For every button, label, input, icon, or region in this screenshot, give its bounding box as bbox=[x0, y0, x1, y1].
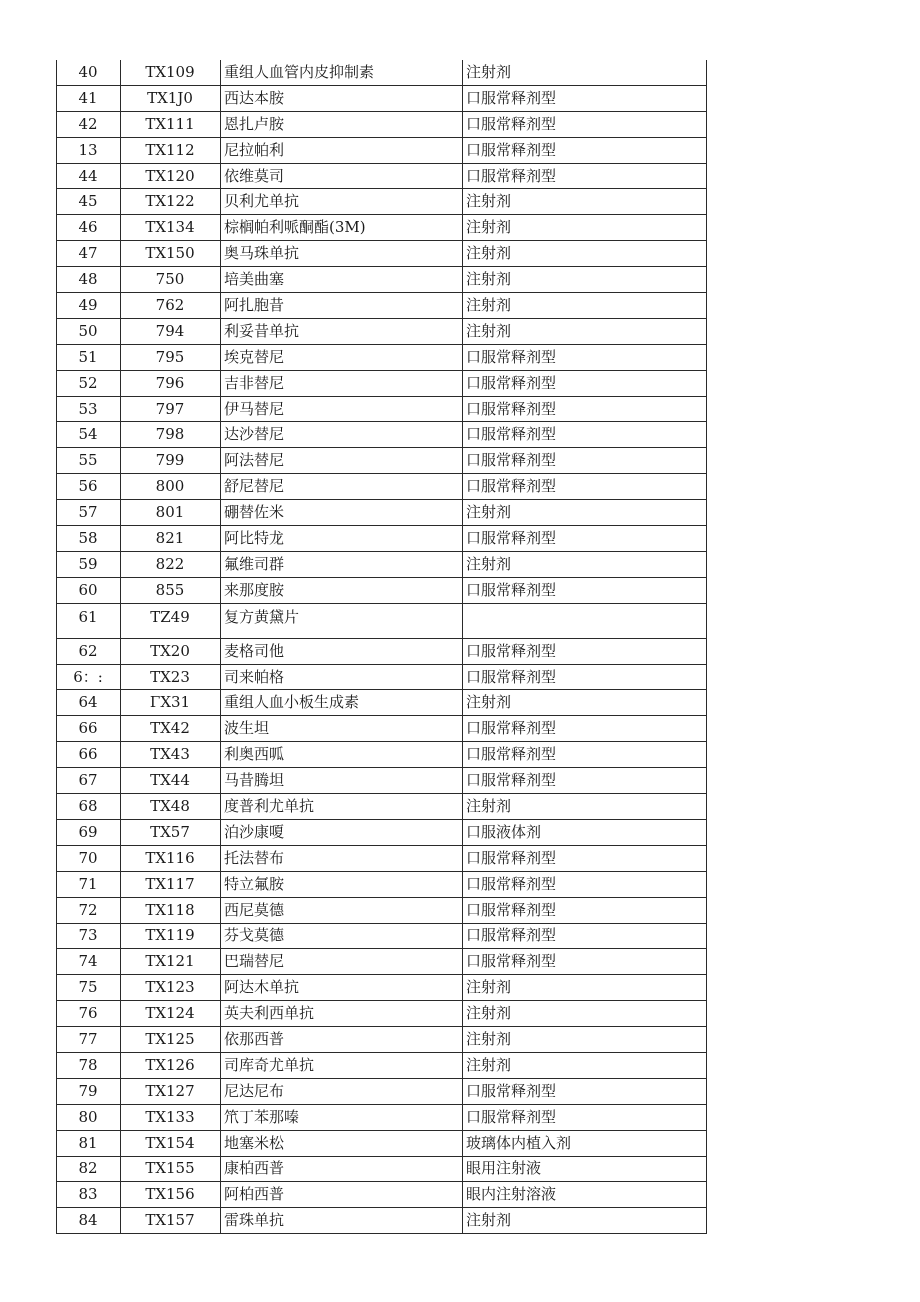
drug-name: 达沙替尼 bbox=[224, 425, 285, 444]
row-number: 72 bbox=[78, 900, 98, 919]
drug-name: 阿扎胞昔 bbox=[224, 295, 285, 314]
dosage-form: 口服常释剂型 bbox=[466, 373, 557, 392]
drug-name: 舒尼替尼 bbox=[224, 477, 285, 496]
dosage-form: 口服常释剂型 bbox=[466, 347, 557, 366]
drug-code: TX57 bbox=[150, 822, 190, 841]
drug-code: TX156 bbox=[145, 1185, 195, 1204]
row-number: 80 bbox=[78, 1107, 98, 1126]
drug-code: TX111 bbox=[145, 114, 195, 133]
dosage-form: 注射剂 bbox=[466, 270, 512, 289]
drug-code: TX122 bbox=[145, 192, 195, 211]
dosage-form: 口服常释剂型 bbox=[466, 425, 557, 444]
drug-code: TX20 bbox=[150, 641, 190, 660]
drug-code: TX155 bbox=[145, 1159, 195, 1178]
drug-name: 麦格司他 bbox=[224, 641, 285, 660]
table-row bbox=[56, 345, 707, 371]
drug-name: 尼达尼布 bbox=[224, 1081, 285, 1100]
drug-name: 泊沙康嗄 bbox=[224, 822, 285, 841]
dosage-form: 口服常释剂型 bbox=[466, 1081, 557, 1100]
drug-code: TX120 bbox=[145, 166, 195, 185]
table-row bbox=[56, 1053, 707, 1079]
dosage-form: 口服常释剂型 bbox=[466, 641, 557, 660]
dosage-form: 注射剂 bbox=[466, 218, 512, 237]
table-row bbox=[56, 1001, 707, 1027]
dosage-form: 口服常释剂型 bbox=[466, 745, 557, 764]
table-row bbox=[56, 86, 707, 112]
row-number: 60 bbox=[78, 580, 98, 599]
row-number: 74 bbox=[78, 952, 98, 971]
drug-code: 794 bbox=[155, 321, 185, 340]
row-number: 49 bbox=[78, 295, 98, 314]
dosage-form: 口服常释剂型 bbox=[466, 848, 557, 867]
table-row bbox=[56, 164, 707, 190]
table-row bbox=[56, 578, 707, 604]
drug-code: TX1J0 bbox=[147, 88, 193, 107]
drug-code: 822 bbox=[155, 554, 185, 573]
table-row bbox=[56, 768, 707, 794]
drug-code: TX23 bbox=[150, 667, 190, 686]
drug-code: TX48 bbox=[150, 796, 190, 815]
table-row bbox=[56, 665, 707, 691]
table-row bbox=[56, 526, 707, 552]
drug-code: TX117 bbox=[145, 874, 195, 893]
dosage-form: 注射剂 bbox=[466, 192, 512, 211]
drug-code: 795 bbox=[155, 347, 185, 366]
table-row bbox=[56, 846, 707, 872]
dosage-form: 眼内注射溶液 bbox=[466, 1185, 557, 1204]
drug-name: 司库奇尤单抗 bbox=[224, 1055, 315, 1074]
table-row bbox=[56, 949, 707, 975]
drug-name: 阿法替尼 bbox=[224, 451, 285, 470]
drug-code: 798 bbox=[155, 425, 185, 444]
dosage-form: 注射剂 bbox=[466, 295, 512, 314]
dosage-form: 口服常释剂型 bbox=[466, 140, 557, 159]
drug-code: TX109 bbox=[145, 62, 195, 81]
row-number: 50 bbox=[78, 321, 98, 340]
row-number: 78 bbox=[78, 1055, 98, 1074]
table-row bbox=[56, 60, 707, 86]
table-row bbox=[56, 1208, 707, 1234]
row-number: 81 bbox=[78, 1133, 98, 1152]
row-number: 54 bbox=[78, 425, 98, 444]
drug-name: 培美曲塞 bbox=[224, 270, 285, 289]
drug-code: 762 bbox=[155, 295, 185, 314]
dosage-form: 注射剂 bbox=[466, 796, 512, 815]
table-row bbox=[56, 500, 707, 526]
drug-name: 利妥昔单抗 bbox=[224, 321, 300, 340]
table-row bbox=[56, 924, 707, 950]
drug-code: 801 bbox=[155, 503, 185, 522]
dosage-form bbox=[466, 604, 706, 638]
table-row bbox=[56, 189, 707, 215]
drug-name: 重组人血小板生成素 bbox=[224, 693, 360, 712]
row-number: 41 bbox=[78, 88, 98, 107]
row-number: 82 bbox=[78, 1159, 98, 1178]
drug-name: 依维莫司 bbox=[224, 166, 285, 185]
table-row bbox=[56, 397, 707, 423]
dosage-form: 口服常释剂型 bbox=[466, 667, 557, 686]
table-row bbox=[56, 975, 707, 1001]
drug-code: TX118 bbox=[145, 900, 195, 919]
drug-name: 芬戈莫德 bbox=[224, 926, 285, 945]
dosage-form: 注射剂 bbox=[466, 693, 512, 712]
drug-code: TX123 bbox=[145, 978, 195, 997]
drug-name: 贝利尤单抗 bbox=[224, 192, 300, 211]
row-number: 13 bbox=[78, 140, 98, 159]
row-number: 69 bbox=[78, 822, 98, 841]
row-number: 58 bbox=[78, 528, 98, 547]
dosage-form: 注射剂 bbox=[466, 1055, 512, 1074]
row-number: 51 bbox=[78, 347, 98, 366]
table-row bbox=[56, 872, 707, 898]
row-number: 6：: bbox=[73, 667, 103, 686]
table-row bbox=[56, 1182, 707, 1208]
drug-name: 复方黄黛片 bbox=[224, 607, 300, 626]
dosage-form: 口服常释剂型 bbox=[466, 88, 557, 107]
drug-code: TX150 bbox=[145, 244, 195, 263]
drug-name: 依那西普 bbox=[224, 1030, 285, 1048]
dosage-form: 注射剂 bbox=[466, 244, 512, 263]
row-number: 56 bbox=[78, 477, 98, 496]
drug-code: TX42 bbox=[150, 719, 190, 738]
row-number: 75 bbox=[78, 978, 98, 997]
dosage-form: 眼用注射液 bbox=[466, 1159, 542, 1178]
table-row bbox=[56, 552, 707, 578]
drug-code: TX121 bbox=[145, 952, 195, 971]
dosage-form: 口服常释剂型 bbox=[466, 900, 557, 919]
drug-code: 750 bbox=[155, 270, 185, 289]
dosage-form: 口服常释剂型 bbox=[466, 580, 557, 599]
table-row bbox=[56, 820, 707, 846]
drug-name: 棕榈帕利哌酮酯(3M) bbox=[224, 218, 366, 237]
table-row bbox=[56, 474, 707, 500]
drug-name: 度普利尤单抗 bbox=[224, 796, 315, 815]
drug-name: 西达本胺 bbox=[224, 88, 285, 107]
row-number: 68 bbox=[78, 796, 98, 815]
row-number: 66 bbox=[78, 719, 98, 738]
drug-name: 恩扎卢胺 bbox=[224, 114, 285, 133]
drug-name: 伊马替尼 bbox=[224, 399, 285, 418]
drug-name: 地塞米松 bbox=[224, 1133, 285, 1152]
drug-name: 西尼莫德 bbox=[224, 900, 285, 919]
drug-code: 799 bbox=[155, 451, 185, 470]
dosage-form: 口服常释剂型 bbox=[466, 926, 557, 945]
table-row bbox=[56, 1079, 707, 1105]
dosage-form: 注射剂 bbox=[466, 1030, 512, 1048]
dosage-form: 口服常释剂型 bbox=[466, 166, 557, 185]
row-number: 73 bbox=[78, 926, 98, 945]
table-row bbox=[56, 112, 707, 138]
table-row bbox=[56, 639, 707, 665]
row-number: 57 bbox=[78, 503, 98, 522]
drug-name: 波生坦 bbox=[224, 719, 270, 738]
row-number: 42 bbox=[78, 114, 98, 133]
dosage-form: 注射剂 bbox=[466, 62, 512, 81]
row-number: 62 bbox=[78, 641, 98, 660]
drug-name: 巴瑞替尼 bbox=[224, 952, 285, 971]
drug-code: TX126 bbox=[145, 1055, 195, 1074]
dosage-form: 注射剂 bbox=[466, 503, 512, 522]
row-number: 64 bbox=[78, 693, 98, 712]
drug-name: 马昔腾坦 bbox=[224, 771, 285, 790]
row-number: 79 bbox=[78, 1081, 98, 1100]
dosage-form: 口服液体剂 bbox=[466, 822, 542, 841]
row-number: 53 bbox=[78, 399, 98, 418]
table-row bbox=[56, 1027, 707, 1053]
table-row bbox=[56, 293, 707, 319]
drug-code: TX116 bbox=[145, 848, 195, 867]
drug-name: 英夫利西单抗 bbox=[224, 1004, 315, 1023]
drug-name: 阿比特龙 bbox=[224, 528, 285, 547]
drug-code: TX119 bbox=[145, 926, 195, 945]
drug-code: TX134 bbox=[145, 218, 195, 237]
table-row bbox=[56, 794, 707, 820]
table-row bbox=[56, 1131, 707, 1157]
dosage-form: 口服常释剂型 bbox=[466, 719, 557, 738]
table-row bbox=[56, 1105, 707, 1131]
row-number: 61 bbox=[78, 607, 98, 626]
drug-name: 奥马珠单抗 bbox=[224, 244, 300, 263]
row-number: 83 bbox=[78, 1185, 98, 1204]
dosage-form: 注射剂 bbox=[466, 978, 512, 997]
drug-name: 利奥西呱 bbox=[224, 745, 285, 764]
drug-code: TX124 bbox=[145, 1004, 195, 1023]
drug-name: 阿柏西普 bbox=[224, 1185, 285, 1204]
drug-name: 重组人血管内皮抑制素 bbox=[224, 62, 375, 81]
drug-name: 尼拉帕利 bbox=[224, 140, 285, 159]
drug-list-table bbox=[56, 60, 707, 1234]
table-row bbox=[56, 690, 707, 716]
dosage-form: 口服常释剂型 bbox=[466, 399, 557, 418]
row-number: 52 bbox=[78, 373, 98, 392]
dosage-form: 注射剂 bbox=[466, 1211, 512, 1230]
dosage-form: 注射剂 bbox=[466, 321, 512, 340]
dosage-form: 口服常释剂型 bbox=[466, 528, 557, 547]
drug-code: ΓX31 bbox=[149, 693, 191, 712]
drug-name: 司来帕格 bbox=[224, 667, 285, 686]
drug-name: 硼替佐米 bbox=[224, 503, 285, 522]
dosage-form: 注射剂 bbox=[466, 1004, 512, 1023]
drug-code: 800 bbox=[155, 477, 185, 496]
dosage-form: 口服常释剂型 bbox=[466, 451, 557, 470]
drug-code: TX43 bbox=[150, 745, 190, 764]
drug-code: TX112 bbox=[145, 140, 195, 159]
drug-code: 796 bbox=[155, 373, 185, 392]
row-number: 77 bbox=[78, 1030, 98, 1048]
drug-code: 797 bbox=[155, 399, 185, 418]
drug-code: TX157 bbox=[145, 1211, 195, 1230]
drug-name: 氟维司群 bbox=[224, 554, 285, 573]
row-number: 70 bbox=[78, 848, 98, 867]
row-number: 67 bbox=[78, 771, 98, 790]
drug-code: TX127 bbox=[145, 1081, 195, 1100]
dosage-form: 注射剂 bbox=[466, 554, 512, 573]
row-number: 44 bbox=[78, 166, 98, 185]
table-row bbox=[56, 716, 707, 742]
dosage-form: 口服常释剂型 bbox=[466, 1107, 557, 1126]
row-number: 40 bbox=[78, 62, 98, 81]
table-row bbox=[56, 742, 707, 768]
drug-name: 埃克替尼 bbox=[224, 347, 285, 366]
drug-name: 阿达木单抗 bbox=[224, 978, 300, 997]
drug-name: 吉非替尼 bbox=[224, 373, 285, 392]
table-row bbox=[56, 215, 707, 241]
row-number: 45 bbox=[78, 192, 98, 211]
table-row bbox=[56, 422, 707, 448]
drug-name: 托法替布 bbox=[224, 848, 285, 867]
table-row bbox=[56, 898, 707, 924]
drug-name: 特立氟胺 bbox=[224, 874, 285, 893]
dosage-form: 口服常释剂型 bbox=[466, 874, 557, 893]
row-number: 84 bbox=[78, 1211, 98, 1230]
drug-name: 康柏西普 bbox=[224, 1159, 285, 1178]
table-body bbox=[56, 60, 707, 1234]
table-row bbox=[56, 448, 707, 474]
dosage-form: 口服常释剂型 bbox=[466, 477, 557, 496]
table-row bbox=[56, 1157, 707, 1183]
row-number: 59 bbox=[78, 554, 98, 573]
drug-code: TX133 bbox=[145, 1107, 195, 1126]
table-row bbox=[56, 241, 707, 267]
drug-code: 821 bbox=[155, 528, 185, 547]
dosage-form: 玻璃体内植入剂 bbox=[466, 1133, 572, 1152]
table-row bbox=[56, 371, 707, 397]
row-number: 66 bbox=[78, 745, 98, 764]
dosage-form: 口服常释剂型 bbox=[466, 771, 557, 790]
dosage-form: 口服常释剂型 bbox=[466, 114, 557, 133]
drug-code: TZ49 bbox=[150, 607, 190, 626]
table-row bbox=[56, 604, 707, 639]
drug-code: TX154 bbox=[145, 1133, 195, 1152]
drug-name: 雷珠单抗 bbox=[224, 1211, 285, 1230]
drug-name: 来那度胺 bbox=[224, 580, 285, 599]
drug-name: 笊丁苯那嗪 bbox=[224, 1107, 300, 1126]
dosage-form: 口服常释剂型 bbox=[466, 952, 557, 971]
drug-code: TX125 bbox=[145, 1030, 195, 1048]
table-row bbox=[56, 267, 707, 293]
row-number: 46 bbox=[78, 218, 98, 237]
drug-code: 855 bbox=[155, 580, 185, 599]
row-number: 48 bbox=[78, 270, 98, 289]
row-number: 55 bbox=[78, 451, 98, 470]
table-row bbox=[56, 138, 707, 164]
row-number: 76 bbox=[78, 1004, 98, 1023]
drug-code: TX44 bbox=[150, 771, 190, 790]
row-number: 47 bbox=[78, 244, 98, 263]
table-row bbox=[56, 319, 707, 345]
row-number: 71 bbox=[78, 874, 98, 893]
